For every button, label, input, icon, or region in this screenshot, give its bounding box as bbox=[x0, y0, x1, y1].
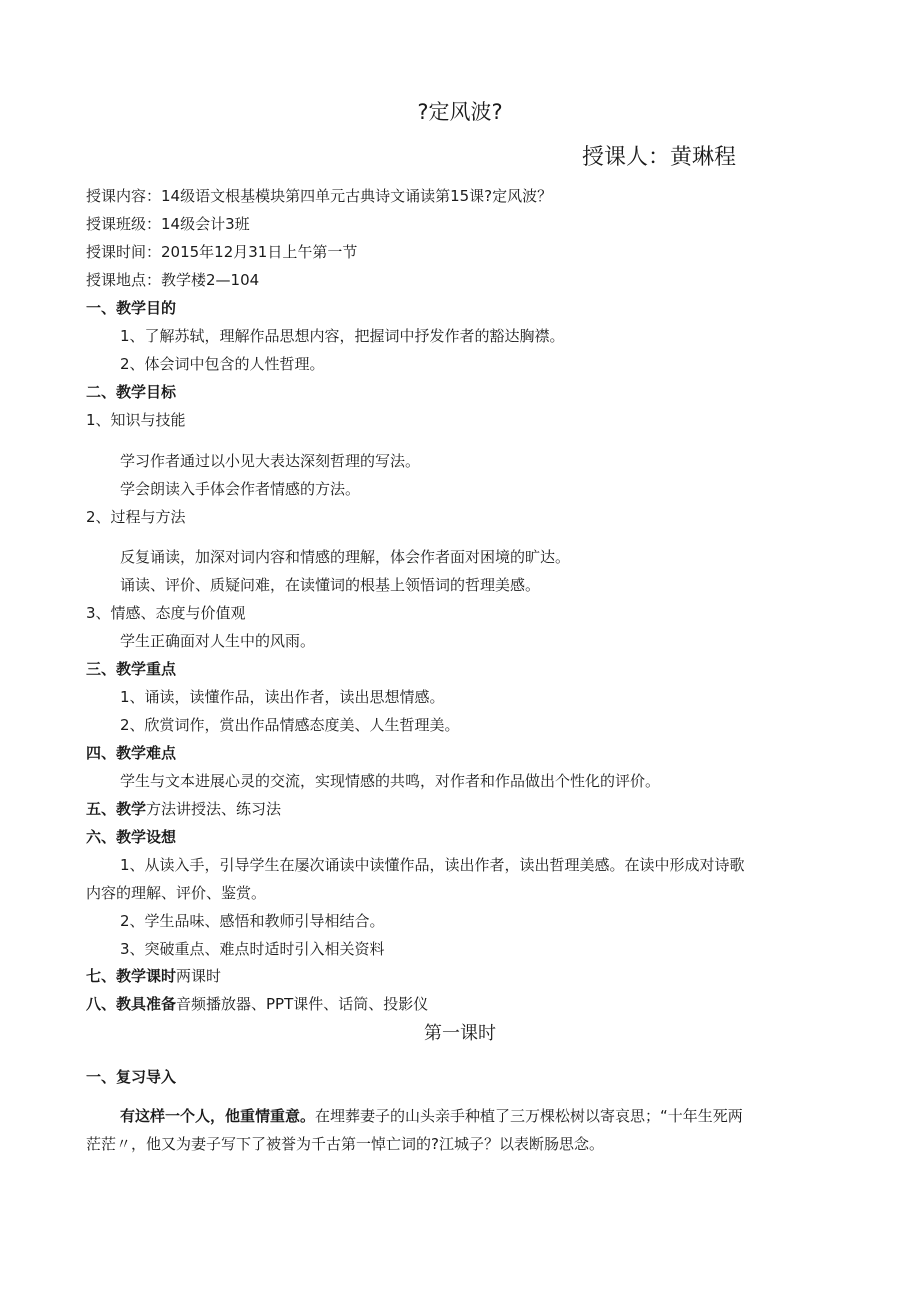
section-heading-goals: 二、教学目标 bbox=[86, 383, 177, 401]
info-place: 授课地点：教学楼2—104 bbox=[86, 271, 260, 289]
list-item: 诵读、评价、质疑问难，在读懂词的根基上领悟词的哲理美感。 bbox=[120, 576, 541, 594]
section-heading-design: 六、教学设想 bbox=[86, 828, 177, 846]
list-item: 反复诵读，加深对词内容和情感的理解，体会作者面对困境的旷达。 bbox=[120, 548, 571, 566]
section-heading-review: 一、复习导入 bbox=[86, 1068, 177, 1086]
section-text: 两课时 bbox=[176, 967, 222, 985]
list-item-continued: 内容的理解、评价、鉴赏。 bbox=[86, 884, 267, 902]
section-heading-hours: 七、教学课时 bbox=[86, 967, 177, 985]
info-content: 授课内容：14级语文根基模块第四单元古典诗文诵读第15课?定风波？ bbox=[86, 187, 553, 205]
list-item: 3、突破重点、难点时适时引入相关资料 bbox=[120, 940, 385, 958]
list-item: 2、体会词中包含的人性哲理。 bbox=[120, 355, 325, 373]
sub-heading-process: 2、过程与方法 bbox=[86, 508, 186, 526]
list-item: 1、诵读，读懂作品，读出作者，读出思想情感。 bbox=[120, 688, 445, 706]
document-title: ?定风波? bbox=[417, 100, 503, 124]
section-heading-methods: 五、教学 bbox=[86, 800, 147, 818]
paragraph-line: 茫茫〃，他又为妻子写下了被誉为千古第一悼亡词的?江城子？以表断肠思念。 bbox=[86, 1135, 604, 1153]
paragraph-text: 在埋葬妻子的山头亲手种植了三万棵松树以寄哀思；“十年生死两 bbox=[315, 1107, 743, 1125]
paragraph-lead: 有这样一个人，他重情重意。 bbox=[120, 1107, 316, 1125]
section-text: 方法讲授法、练习法 bbox=[146, 800, 282, 818]
section-text: 音频播放器、PPT课件、话筒、投影仪 bbox=[176, 995, 429, 1013]
list-item: 学生正确面对人生中的风雨。 bbox=[120, 632, 316, 650]
section-heading-objectives: 一、教学目的 bbox=[86, 299, 177, 317]
section-equipment bbox=[86, 994, 428, 1014]
sub-heading-emotion: 3、情感、态度与价值观 bbox=[86, 604, 246, 622]
info-class: 授课班级：14级会计3班 bbox=[86, 215, 250, 233]
sub-heading-knowledge: 1、知识与技能 bbox=[86, 411, 186, 429]
section-heading-equipment: 八、教具准备 bbox=[86, 995, 177, 1013]
section-hours bbox=[86, 966, 221, 986]
list-item: 学会朗读入手体会作者情感的方法。 bbox=[120, 480, 361, 498]
section-heading-difficulties: 四、教学难点 bbox=[86, 744, 177, 762]
info-time: 授课时间：2015年12月31日上午第一节 bbox=[86, 243, 358, 261]
section-heading-key-points: 三、教学重点 bbox=[86, 660, 177, 678]
section-methods bbox=[86, 799, 281, 819]
lesson-title: 第一课时 bbox=[424, 1023, 496, 1044]
list-item: 2、欣赏词作，赏出作品情感态度美、人生哲理美。 bbox=[120, 716, 460, 734]
list-item: 1、从读入手，引导学生在屡次诵读中读懂作品，读出作者，读出哲理美感。在读中形成对诗歌 bbox=[120, 856, 745, 874]
teacher-name: 授课人：黄琳程 bbox=[582, 145, 737, 170]
paragraph-line bbox=[120, 1106, 743, 1126]
list-item: 2、学生品味、感悟和教师引导相结合。 bbox=[120, 912, 385, 930]
list-item: 1、了解苏轼，理解作品思想内容，把握词中抒发作者的豁达胸襟。 bbox=[120, 327, 565, 345]
section-text: 学生与文本进展心灵的交流，实现情感的共鸣，对作者和作品做出个性化的评价。 bbox=[120, 772, 661, 790]
list-item: 学习作者通过以小见大表达深刻哲理的写法。 bbox=[120, 452, 421, 470]
